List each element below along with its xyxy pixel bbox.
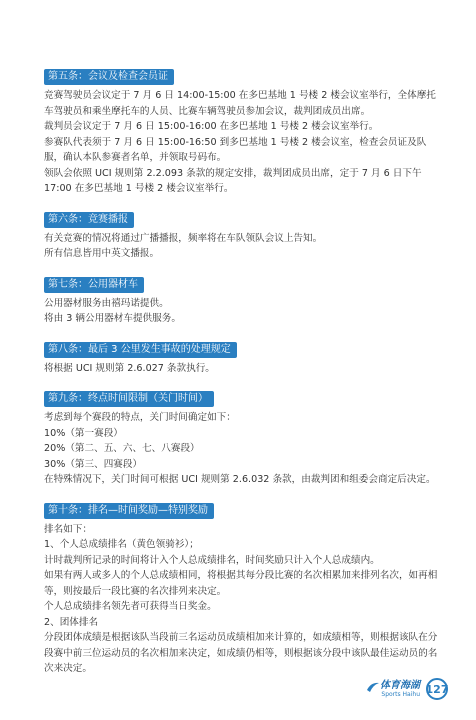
section <box>44 337 444 377</box>
paragraph: 计时裁判所记录的时间将计入个人总成绩排名，时间奖励只计入个人总成绩内。 <box>44 554 380 566</box>
paragraph: 将由 3 辆公用器材车提供服务。 <box>44 313 181 324</box>
section <box>44 207 444 262</box>
section <box>44 64 444 197</box>
section-heading: 第八条：最后 3 公里发生事故的处理规定 <box>44 342 237 358</box>
page-number: 127 <box>426 678 448 700</box>
paragraph: 参赛队代表须于 7 月 6 日 15:00-16:50 到多巴基地 1 号楼 2 楼会议室，检查会员证及队服，确认本队参赛者名单，并领取号码布。 <box>44 136 427 163</box>
section-heading: 第七条：公用器材车 <box>44 277 144 293</box>
paragraph: 分段团体成绩是根据该队当段前三名运动员成绩相加来计算的，如成绩相等，则根据该队在分段赛中前三位运动员的名次相加来决定，如成绩仍相等，则根据该分段中该队最佳运动员的名次来决定。 <box>44 632 438 674</box>
paragraph: 公用器材服务由禧玛诺提供。 <box>44 297 169 309</box>
paragraph: 在特殊情况下，关门时间可根据 UCI 规则第 2.6.032 条款，由裁判团和组委会商定后决定。 <box>44 474 436 485</box>
section <box>44 386 444 488</box>
paragraph: 所有信息皆用中英文播报。 <box>44 248 160 259</box>
paragraph: 如果有两人或多人的个人总成绩相同，将根据其每分段比赛的名次相累加来排列名次，如再相等，则按最后一段比赛的名次排列来决定。 <box>44 570 438 597</box>
paragraph: 排名如下： <box>44 523 92 535</box>
paragraph: 领队会依照 UCI 规则第 2.2.093 条款的规定安排，裁判团成员出席，定于 7 月 6 日下午 17:00 在多巴基地 1 号楼 2 楼会议室举行。 <box>44 167 422 194</box>
paragraph: 1、个人总成绩排名（黄色领骑衫）； <box>44 539 199 550</box>
publisher-logo <box>380 680 420 698</box>
paragraph: 个人总成绩排名领先者可获得当日奖金。 <box>44 601 217 612</box>
paragraph: 有关竞赛的情况将通过广播播报，频率将在车队领队会议上告知。 <box>44 232 323 244</box>
section-heading: 第五条：会议及检查会员证 <box>44 69 174 85</box>
section-heading: 第十条：排名—时间奖励—特别奖励 <box>44 503 214 519</box>
section-heading: 第九条：终点时间限制（关门时间） <box>44 391 214 407</box>
section <box>44 498 444 677</box>
section <box>44 272 444 327</box>
paragraph: 20%（第二、五、六、七、八赛段） <box>44 443 200 454</box>
paragraph: 将根据 UCI 规则第 2.6.027 条款执行。 <box>44 362 215 374</box>
paragraph: 10%（第一赛段） <box>44 427 123 439</box>
logo-swoosh-icon <box>366 680 380 694</box>
paragraph: 考虑到每个赛段的特点，关门时间确定如下： <box>44 412 236 423</box>
logo-text: 体育海湖 <box>380 680 420 691</box>
section-heading: 第六条：竞赛播报 <box>44 212 134 228</box>
page-footer <box>380 678 448 700</box>
content-area <box>44 64 444 687</box>
paragraph: 30%（第三、四赛段） <box>44 458 143 470</box>
paragraph: 裁判员会议定于 7 月 6 日 15:00-16:00 在多巴基地 1 号楼 2 楼会议室举行。 <box>44 121 379 132</box>
logo-subtext: Sports Haihu <box>381 691 420 698</box>
paragraph: 竞赛驾驶员会议定于 7 月 6 日 14:00-15:00 在多巴基地 1 号楼 2 楼会议室举行，全体摩托车驾驶员和乘坐摩托车的人员、比赛车辆驾驶员参加会议，裁判团成员出席。 <box>44 90 436 117</box>
paragraph: 2、团体排名 <box>44 616 99 628</box>
